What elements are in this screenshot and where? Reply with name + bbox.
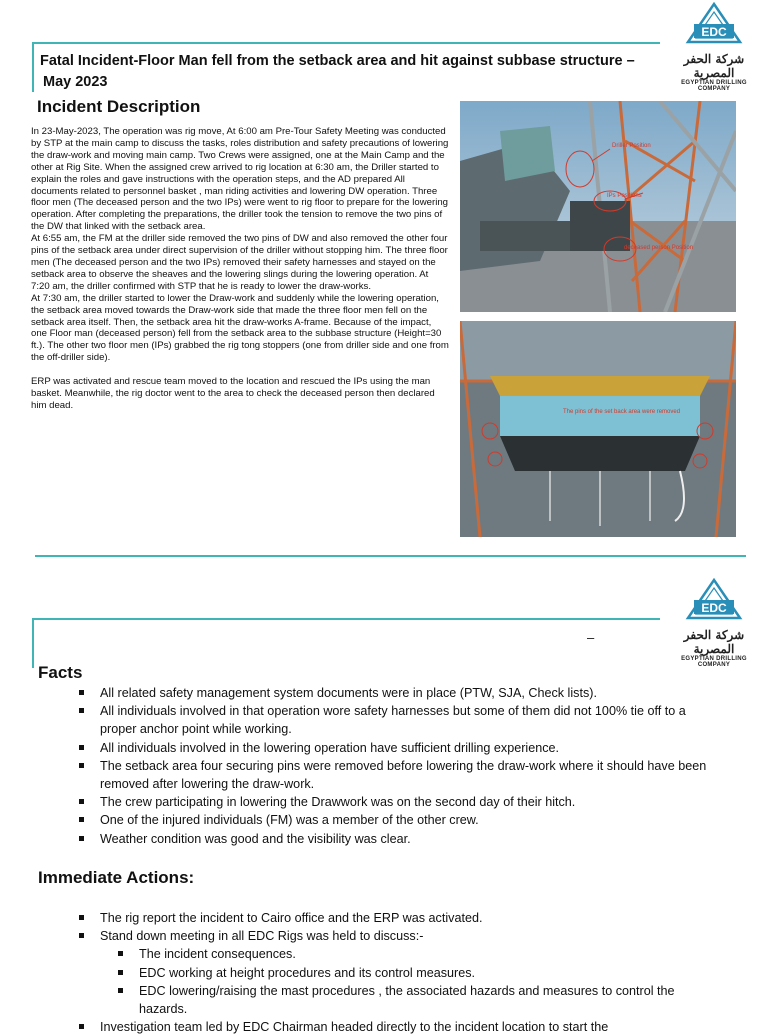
- actions-list: [38, 909, 708, 1036]
- logo-mark: EDC: [701, 25, 727, 39]
- paragraph: In 23-May-2023, The operation was rig move, At 6:00 am Pre-Tour Safety Meeting was conducted by STP at the main camp to discuss the tasks, roles distribution and safety precautions of lowering the draw-work and moving main camp. Two Crews were assigned, one at the Main Camp and the other at Rig Site. When the assigned crew arrived to rig location at 6:30 am, the Driller started to explain the roles and gave instructions with the operation steps, and the AD prepared All documents related to personnel basket , man riding activities and lowering DW operation. Three floor men (The deceased person and the two IPs) were went to rig floor to prepare for the lowering operation. After completing the preparations, the driller took the tension to remove the two pins of the DW that linked with the setback area.: [31, 126, 449, 233]
- list-item: The rig report the incident to Cairo office and the ERP was activated.: [38, 909, 708, 927]
- title-dash: –: [587, 630, 595, 645]
- facts-heading: Facts: [38, 663, 83, 682]
- page-title-line2: May 2023: [43, 74, 108, 90]
- rig-photo-2: [460, 321, 736, 537]
- sub-list-item: EDC working at height procedures and its control measures.: [38, 964, 708, 982]
- page-title: [40, 51, 660, 93]
- title-bar-left-edge-2: [32, 618, 34, 668]
- list-item: Weather condition was good and the visibility was clear.: [38, 830, 708, 848]
- sub-list-item: EDC lowering/raising the mast procedures , the associated hazards and measures to control the hazards.: [38, 982, 708, 1018]
- logo-mark: EDC: [701, 601, 727, 615]
- page-divider: [35, 555, 746, 557]
- company-logo-2: [664, 578, 764, 668]
- paragraph: At 6:55 am, the FM at the driller side removed the two pins of DW and also removed the other four pins of the setback area under direct supervision of the driller without stopping him. The three floor men (The deceased person and the two IPs) removed their safety harnesses and stayed on the setback area to observe the sheaves and the lowering slings during the lowering operation. At 7:20 am, the driller confirmed with STP that he is ready to lower the draw-works.: [31, 233, 448, 292]
- facts-list: [38, 684, 708, 848]
- company-logo: [664, 2, 764, 92]
- list-item: All individuals involved in the lowering operation have sufficient drilling experience.: [38, 739, 708, 757]
- sub-list-item: The incident consequences.: [38, 945, 708, 963]
- rig-photo-1: [460, 101, 736, 312]
- logo-arabic: شركة الحفر المصرية: [683, 52, 745, 80]
- list-item: The crew participating in lowering the Drawwork was on the second day of their hitch.: [38, 793, 708, 811]
- title-bar-line: [32, 42, 660, 44]
- list-item: All related safety management system documents were in place (PTW, SJA, Check lists).: [38, 684, 708, 702]
- page-title-line1: Fatal Incident-Floor Man fell from the setback area and hit against subbase structure –: [40, 53, 635, 69]
- logo-arabic: شركة الحفر المصرية: [683, 628, 745, 656]
- logo-english: EGYPTIAN DRILLING COMPANY: [681, 80, 747, 92]
- photo1-label-deceased: deceased person Position: [624, 245, 694, 251]
- title-bar-line-2: [32, 618, 660, 620]
- paragraph: At 7:30 am, the driller started to lower the Draw-work and suddenly while the lowering operation, the setback area moved towards the Draw-work side that made the three floor men fell on the setback area itself. Then, the setback area hit the draw-works A-frame. Because of the impact, one Floor man (deceased person) fell from the setback area to the subbase structure (Height=30 ft.). The other two floor men (IPs) grabbed the rig tong stoppers (one from driller side and one from the off-driller side).: [31, 292, 449, 364]
- photo1-label-ips: IPs Positions: [607, 193, 642, 199]
- photo2-label: The pins of the set back area were removed: [563, 409, 681, 415]
- list-item: Investigation team led by EDC Chairman headed directly to the incident location to start the: [38, 1018, 708, 1036]
- immediate-actions-heading: Immediate Actions:: [38, 868, 195, 887]
- list-item: One of the injured individuals (FM) was a member of the other crew.: [38, 811, 708, 829]
- incident-description-heading: Incident Description: [37, 97, 201, 116]
- title-bar-left-edge: [32, 42, 34, 92]
- list-item: The setback area four securing pins were removed before lowering the draw-work where it should have been removed after lowering the draw-work.: [38, 757, 708, 793]
- logo-english: EGYPTIAN DRILLING COMPANY: [681, 656, 747, 668]
- incident-description-text: [31, 126, 449, 412]
- paragraph: ERP was activated and rescue team moved to the location and rescued the IPs using the man basket. Meanwhile, the rig doctor went to the area to check the deceased person then declared him dead.: [31, 376, 435, 411]
- edc-logo-icon: [684, 2, 744, 46]
- list-item: Stand down meeting in all EDC Rigs was held to discuss:-: [38, 927, 708, 945]
- photo1-label-driller: Driller Position: [612, 143, 651, 149]
- edc-logo-icon: [684, 578, 744, 622]
- list-item: All individuals involved in that operation wore safety harnesses but some of them did not 100% tie off to a proper anchor point while working.: [38, 702, 708, 738]
